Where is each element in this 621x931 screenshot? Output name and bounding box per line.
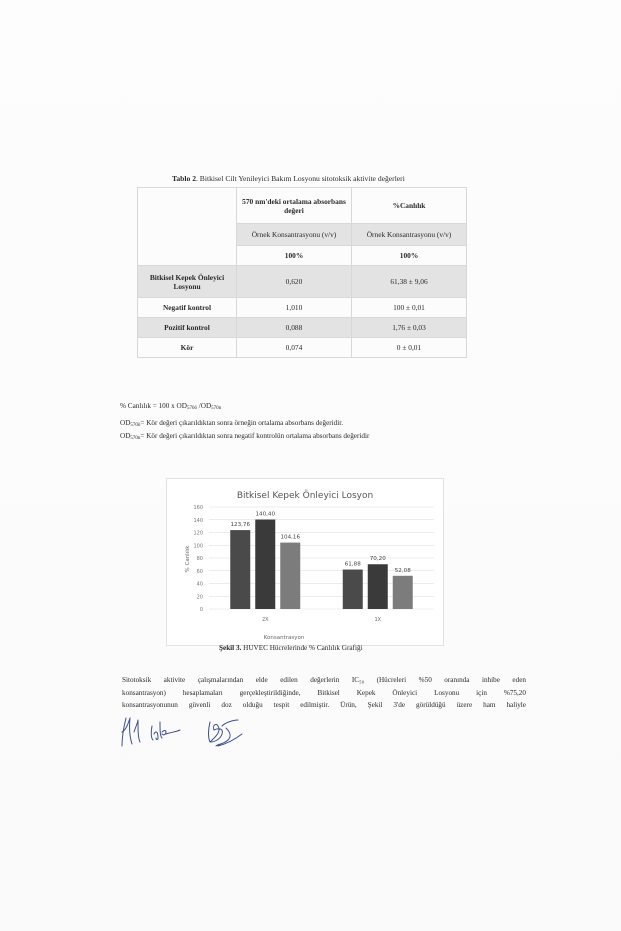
bar-2X-series-2 [255, 519, 275, 609]
table-caption [172, 174, 472, 183]
handwritten-signatures [118, 712, 268, 752]
row-viability: 0 ± 0,01 [352, 338, 467, 358]
x-tick-label: 2X [261, 617, 269, 623]
bar-data-label: 104,16 [280, 534, 301, 541]
signature-1 [122, 718, 140, 746]
subheader-concentration-2: Örnek Konsantrasyonu (v/v) [352, 224, 467, 246]
table-row [138, 298, 467, 318]
row-viability: 1,76 ± 0,03 [352, 318, 467, 338]
bar-data-label: 140,40 [255, 511, 276, 518]
figure-caption [219, 644, 363, 652]
od-definitions [120, 418, 369, 444]
y-tick-label: 80 [196, 556, 203, 562]
y-tick-label: 40 [196, 581, 203, 588]
paragraph-line: Sitotoksik aktivite çalışmalarından elde edilen değerlerin IC₅₀ (Hücreleri %50 oranında inhibe eden [122, 676, 526, 684]
definition-text: = Kör değeri çıkarıldıktan sonra negatif kontrolün ortalama absorbans değeridir [140, 432, 370, 440]
row-label: Negatif kontrol [138, 298, 237, 318]
chart-title: Bitkisel Kepek Önleyici Losyon [236, 491, 374, 501]
table-row [138, 338, 467, 358]
viability-formula [120, 402, 221, 411]
row-absorbance: 0,074 [237, 338, 352, 358]
table-row [138, 266, 467, 298]
body-paragraph [122, 674, 526, 712]
row-viability: 61,38 ± 9,06 [352, 266, 467, 298]
row-viability: 100 ± 0,01 [352, 298, 467, 318]
row-absorbance: 0,088 [237, 318, 352, 338]
formula-sub-negative: 570n [211, 406, 222, 411]
definition-line [120, 418, 369, 431]
viability-chart [166, 478, 444, 646]
y-tick-label: 120 [193, 530, 203, 537]
table-caption-text: . Bitkisel Cilt Yenileyici Bakım Losyonu sitotoksik aktivite değerleri [196, 174, 405, 183]
chart-svg [167, 479, 443, 645]
definition-text: = Kör değeri çıkarıldıktan sonra örneğin ortalama absorbans değeridir. [140, 419, 344, 427]
y-axis-label: % Canlılık [185, 545, 191, 573]
table-caption-label: Tablo 2 [172, 174, 196, 183]
bar-1X-series-3 [393, 576, 413, 609]
formula-prefix: % Canlılık = 100 x OD [120, 402, 187, 410]
definition-sub: 570ö [130, 423, 141, 428]
signature-3 [209, 720, 243, 746]
definition-sub: 570n [130, 436, 141, 441]
bar-data-label: 61,88 [344, 561, 361, 568]
paragraph-line: konsantrasyonunun güvenli doz olduğu tespit edilmiştir. Ürün, Şekil 3'de görüldüğü üzere ham haliyle [122, 701, 526, 709]
y-tick-label: 0 [199, 607, 203, 613]
signature-2 [151, 722, 180, 740]
paragraph-line: konsantrasyon) hesaplamaları gerçekleştirildiğinde, Bitkisel Kepek Önleyici Losyonu için %75,20 [122, 688, 526, 697]
subheader-concentration-1: Örnek Konsantrasyonu (v/v) [237, 224, 352, 246]
row-label: Kör [138, 338, 237, 358]
y-tick-label: 60 [196, 568, 203, 575]
y-tick-label: 160 [193, 505, 203, 511]
header-viability: %Canlılık [352, 188, 467, 224]
x-axis-label: Konsantrasyon [263, 635, 305, 641]
bar-1X-series-1 [343, 570, 363, 609]
bar-data-label: 70,20 [369, 556, 386, 563]
definition-od: OD [120, 419, 131, 427]
bar-data-label: 123,76 [230, 522, 251, 529]
definition-od: OD [120, 432, 131, 440]
bar-2X-series-1 [230, 530, 250, 609]
definition-line [120, 431, 369, 444]
row-label: Bitkisel Kepek Önleyici Losyonu [138, 266, 237, 298]
formula-sub-sample: 570ö [186, 406, 197, 411]
y-tick-label: 100 [193, 543, 203, 550]
bar-data-label: 52,08 [394, 567, 411, 574]
row-absorbance: 1,010 [237, 298, 352, 318]
bar-2X-series-3 [280, 543, 300, 609]
cytotoxicity-table [137, 187, 467, 358]
concentration-value-2: 100% [352, 246, 467, 266]
row-absorbance: 0,620 [237, 266, 352, 298]
figure-caption-text: HUVEC Hücrelerinde % Canlılık Grafiği [241, 644, 363, 652]
figure-caption-label: Şekil 3. [219, 644, 242, 652]
y-tick-label: 140 [193, 517, 203, 524]
formula-mid: /OD [196, 402, 212, 410]
concentration-value-1: 100% [237, 246, 352, 266]
header-absorbance: 570 nm'deki ortalama absorbans değeri [237, 188, 352, 224]
y-tick-label: 20 [196, 594, 203, 601]
table-empty-corner [138, 188, 237, 266]
row-label: Pozitif kontrol [138, 318, 237, 338]
bar-1X-series-2 [368, 564, 388, 609]
table-row [138, 318, 467, 338]
x-tick-label: 1X [374, 617, 382, 623]
